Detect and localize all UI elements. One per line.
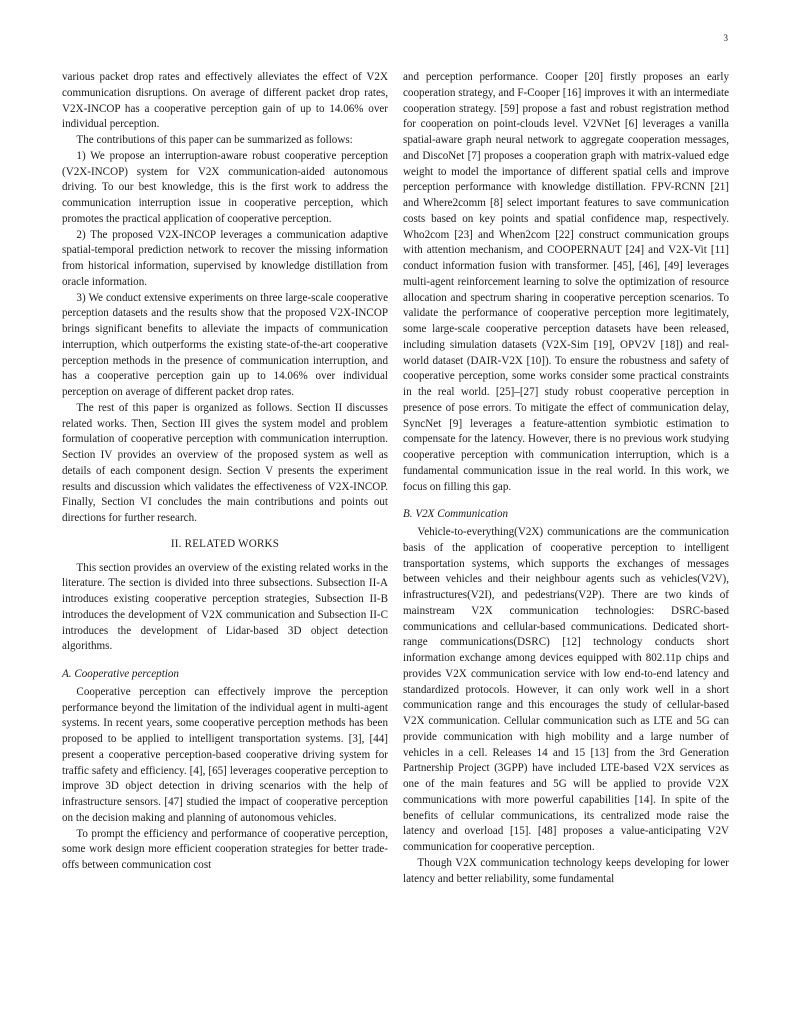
section-title-related-works: II. RELATED WORKS <box>170 537 280 550</box>
paragraph-v2x-1: Vehicle-to-everything(V2X) communications are the communication basis of the application of cooperative perception to intelligent transportation systems, which supports the exchanges of messages between vehicles and their neighbour agents such as vehicles(V2V), infrastructures(V2I), and pedestrians(V2P). There are two kinds of mainstream V2X communication technologies: DSRC-based communications and cellular-based communications. Dedicated short-range communications(DSRC) [12] technology conducts short information exchange among devices equipped with 802.11p chips and provides V2X communication service with low end-to-end latency and standardized protocols. However, it can only work well in a short communication range and this encourages the study of cellular-based V2X communication. Cellular communication such as LTE and 5G can provide communication with high mobility and a large number of vehicles in a cell. Releases 14 and 15 [13] from the 3rd Generation Partnership Project (3GPP) have included LTE-based V2X services as one of the main features and 5G will be applied to provide V2X communications with more powerful capabilities [14]. In spite of the benefits of cellular communications, its centralized mode raise the latency and overload [15]. [48] proposes a value-anticipating V2V communication for cooperative perception. <box>403 526 729 853</box>
subsection-title-cooperative-perception: A. Cooperative perception <box>62 668 179 680</box>
paragraph-cooperative-1: Cooperative perception can effectively improve the perception performance beyond the limitation of the individual agent in multi-agent systems. In recent years, some cooperative perception methods has been proposed to be applied to intelligent transportation systems. [3], [44] present a cooperative perception-based cooperative driving system for traffic safety and efficiency. [4], [65] leverages cooperative perception to improve 3D object detection in driving scenarios with the help of infrastructure sensors. [47] studied the impact of cooperative perception on the decision making and planning of autonomous vehicles. <box>62 685 388 824</box>
paragraph-cooperative-continued: and perception performance. Cooper [20] firstly proposes an early cooperation strategy, and F-Cooper [16] improves it with an intermediate cooperation strategy. [59] propose a fast and robust registration method for cooperation on point-clouds level. V2VNet [6] leverages a vanilla spatial-aware graph neural network to aggregate cooperation messages, and DiscoNet [7] proposes a cooperation graph with matrix-valued edge weight to model the importance of different spatial cells and improve perception performance with knowledge distillation. FPV-RCNN [21] and Where2comm [8] select important features to save communication costs based on key points and spatial confidence map, respectively. Who2com [23] and When2com [22] construct communication groups with attention mechanism, and COOPERNAUT [24] and V2X-Vit [11] conduct information fusion with transformer. [45], [46], [49] leverages multi-agent reinforcement learning to solve the optimization of resource allocation and spectrum sharing in cooperative perception scenarios. To validate the performance of cooperative perception more legitimately, some large-scale cooperative perception datasets have been released, including simulation datasets (V2X-Sim [19], OPV2V [18]) and real-world dataset (DAIR-V2X [10]). To ensure the robustness and safety of cooperative perception, some works consider some practical constraints in the real world. [25]–[27] study robust cooperative perception in presence of pose errors. To mitigate the effect of communication delay, SyncNet [9] leverages a feature-attention symbiotic estimation to compensate for the latency. However, there is no previous work studying cooperative perception with communication interruption, which is a fundamental communication issue in the real world. In this work, we focus on filling this gap. <box>403 71 729 493</box>
page-number: 3 <box>723 33 728 43</box>
paragraph-contributions-intro: The contributions of this paper can be summarized as follows: <box>76 134 353 146</box>
paragraph-contribution-2: 2) The proposed V2X-INCOP leverages a communication adaptive spatial-temporal prediction network to recover the missing information from historical information, supervised by knowledge distillation from oracle information. <box>62 228 388 288</box>
paragraph-continued: various packet drop rates and effectively alleviates the effect of V2X communication disruptions. On average of different packet drop rates, V2X-INCOP has a cooperative perception gain of up to 14.06% over individual perception. <box>62 71 388 131</box>
paragraph-cooperative-2: To prompt the efficiency and performance of cooperative perception, some work design more efficient cooperation strategies for better trade-offs between communication cost <box>62 827 388 871</box>
subsection-title-v2x-communication: B. V2X Communication <box>403 508 509 521</box>
left-column <box>62 70 388 874</box>
paragraph-contribution-1: 1) We propose an interruption-aware robust cooperative perception (V2X-INCOP) system for V2X communication-aided autonomous driving. To our best knowledge, this is the first work to address the communication interruption issue in cooperative perception, which promotes the practical application of cooperative perception. <box>62 149 388 225</box>
paragraph-related-intro: This section provides an overview of the existing related works in the literature. The section is divided into three subsections. Subsection II-A introduces existing cooperative perception strategies, Subsection II-B introduces the development of V2X communication and Subsection II-C introduces the development of Lidar-based 3D object detection algorithms. <box>62 561 388 653</box>
paragraph-v2x-2: Though V2X communication technology keeps developing for lower latency and better reliability, some fundamental <box>403 856 729 885</box>
paragraph-organization: The rest of this paper is organized as follows. Section II discusses related works. Then, Section III gives the system model and problem formulation of cooperative perception with communication interruption. Section IV provides an overview of the proposed system as well as details of each component design. Section V presents the experiment results and discussion which validates the effectiveness of V2X-INCOP. Finally, Section VI concludes the main contributions and points out directions for further research. <box>62 401 388 524</box>
right-column <box>403 70 729 887</box>
paragraph-contribution-3: 3) We conduct extensive experiments on three large-scale cooperative perception datasets and the results show that the proposed V2X-INCOP brings significant benefits to alleviate the impacts of communication interruption, which outperforms the existing state-of-the-art cooperative perception methods in the presence of communication interruption, and has a cooperative perception gain up to 14.06% over individual perception on average of different packet drop rates. <box>62 291 388 398</box>
